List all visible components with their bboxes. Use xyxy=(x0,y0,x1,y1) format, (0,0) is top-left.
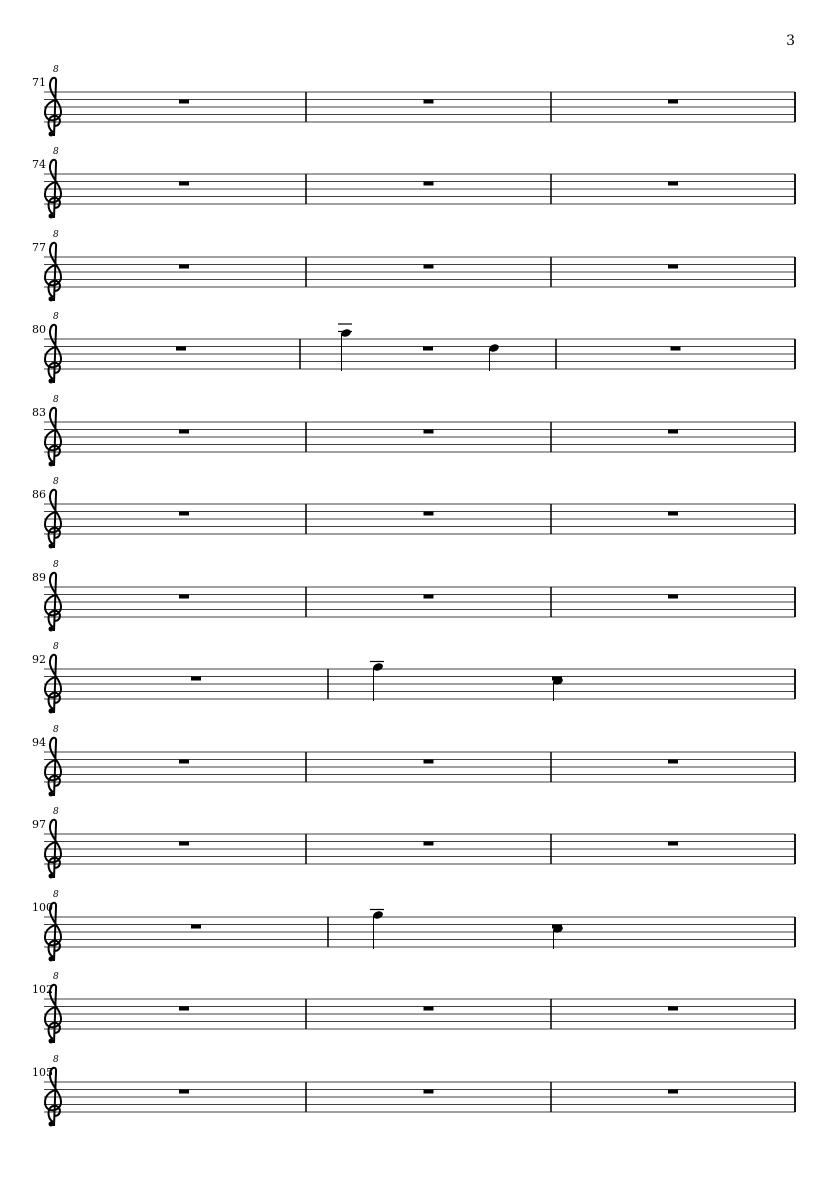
whole-rest xyxy=(179,842,189,846)
clef-octave-mark: 8 xyxy=(53,312,59,322)
clef-tail-dot xyxy=(49,1122,54,1127)
measure-number: 97 xyxy=(32,818,46,831)
whole-rest xyxy=(179,595,189,599)
staff-system xyxy=(32,890,795,962)
clef-tail-dot xyxy=(49,874,54,879)
whole-rest xyxy=(179,1090,189,1094)
measure-number: 83 xyxy=(32,406,46,419)
whole-rest xyxy=(179,760,189,764)
measure-number: 80 xyxy=(32,323,46,336)
clef-tail-dot xyxy=(49,1039,54,1044)
clef-tail-dot xyxy=(49,379,54,384)
staff-system xyxy=(32,560,795,632)
measure-number: 94 xyxy=(32,736,46,749)
page-number: 3 xyxy=(786,33,795,49)
whole-rest xyxy=(424,182,434,186)
whole-rest xyxy=(424,760,434,764)
clef-octave-mark: 8 xyxy=(53,395,59,405)
whole-rest xyxy=(423,347,433,351)
note-rest-overlap xyxy=(552,925,562,929)
measure-number: 105 xyxy=(32,1066,53,1079)
staff-system xyxy=(32,807,795,879)
staff-system xyxy=(32,312,795,384)
whole-rest xyxy=(668,182,678,186)
whole-rest xyxy=(668,512,678,516)
whole-rest xyxy=(424,1007,434,1011)
whole-rest xyxy=(179,182,189,186)
clef-tail-dot xyxy=(49,297,54,302)
measure-number: 71 xyxy=(32,76,46,89)
clef-tail-dot xyxy=(49,462,54,467)
whole-rest xyxy=(668,100,678,104)
whole-rest xyxy=(424,512,434,516)
staff-system xyxy=(32,972,795,1044)
clef-octave-mark: 8 xyxy=(53,477,59,487)
whole-rest xyxy=(179,1007,189,1011)
whole-rest xyxy=(191,677,201,681)
clef-tail-dot xyxy=(49,214,54,219)
whole-rest xyxy=(424,430,434,434)
staff-system xyxy=(32,477,795,549)
clef-octave-mark: 8 xyxy=(53,1055,59,1065)
clef-octave-mark: 8 xyxy=(53,807,59,817)
clef-tail-dot xyxy=(49,627,54,632)
clef-octave-mark: 8 xyxy=(53,560,59,570)
whole-rest xyxy=(179,265,189,269)
clef-octave-mark: 8 xyxy=(53,230,59,240)
clef-octave-mark: 8 xyxy=(53,725,59,735)
measure-number: 100 xyxy=(32,901,53,914)
whole-rest xyxy=(424,265,434,269)
staff-system xyxy=(32,147,795,219)
clef-tail-dot xyxy=(49,957,54,962)
whole-rest xyxy=(668,1007,678,1011)
whole-rest xyxy=(668,595,678,599)
whole-rest xyxy=(668,760,678,764)
clef-octave-mark: 8 xyxy=(53,147,59,157)
measure-number: 77 xyxy=(32,241,46,254)
staff-system xyxy=(32,230,795,302)
whole-rest xyxy=(179,100,189,104)
whole-rest xyxy=(668,842,678,846)
clef-tail-dot xyxy=(49,544,54,549)
whole-rest xyxy=(668,1090,678,1094)
whole-rest xyxy=(179,430,189,434)
clef-octave-mark: 8 xyxy=(53,642,59,652)
staff-system xyxy=(32,642,795,714)
whole-rest xyxy=(424,842,434,846)
whole-rest xyxy=(671,347,681,351)
staff-system xyxy=(32,725,795,797)
staff-system xyxy=(32,1055,795,1127)
measure-number: 92 xyxy=(32,653,46,666)
measure-number: 74 xyxy=(32,158,46,171)
staff-system xyxy=(32,65,795,137)
whole-rest xyxy=(424,1090,434,1094)
whole-rest xyxy=(179,512,189,516)
clef-tail-dot xyxy=(49,709,54,714)
staff-system xyxy=(32,395,795,467)
clef-octave-mark: 8 xyxy=(53,65,59,75)
note-rest-overlap xyxy=(552,677,562,681)
measure-number: 89 xyxy=(32,571,46,584)
whole-rest xyxy=(424,100,434,104)
clef-tail-dot xyxy=(49,132,54,137)
whole-rest xyxy=(668,430,678,434)
clef-tail-dot xyxy=(49,792,54,797)
whole-rest xyxy=(191,925,201,929)
whole-rest xyxy=(176,347,186,351)
whole-rest xyxy=(424,595,434,599)
measure-number: 102 xyxy=(32,983,53,996)
clef-octave-mark: 8 xyxy=(53,972,59,982)
whole-rest xyxy=(668,265,678,269)
clef-octave-mark: 8 xyxy=(53,890,59,900)
measure-number: 86 xyxy=(32,488,46,501)
